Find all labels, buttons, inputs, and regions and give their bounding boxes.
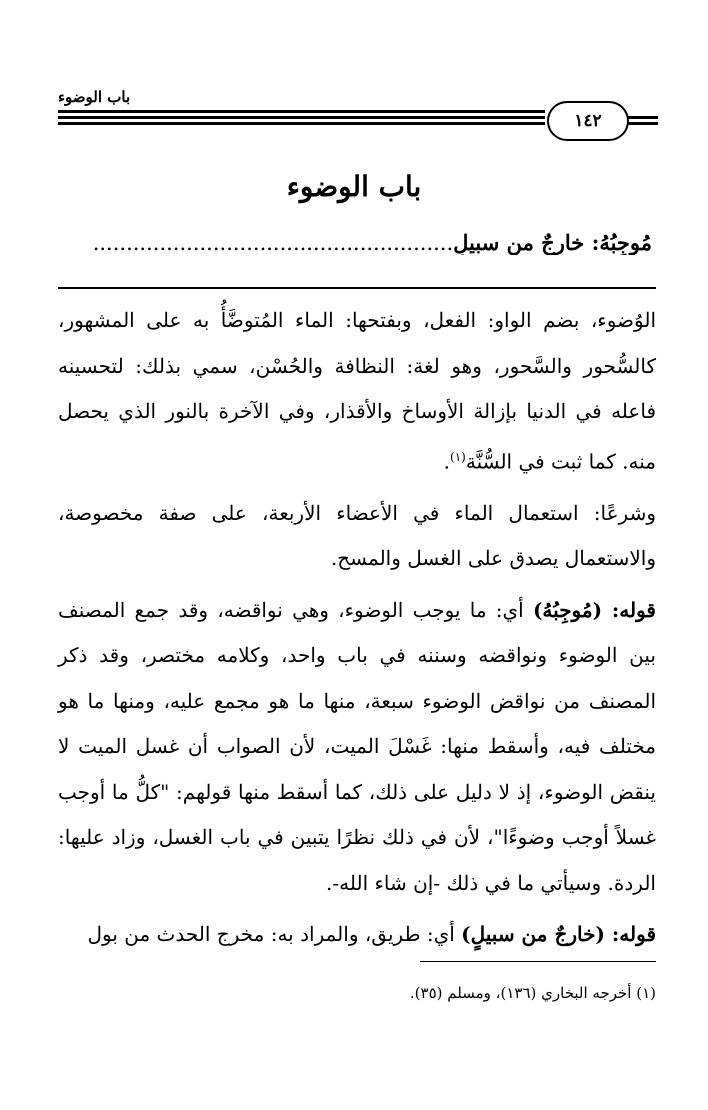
page-number: ١٤٢ <box>547 101 629 141</box>
header-rule-right <box>628 122 658 125</box>
commentary-body <box>58 298 656 958</box>
paragraph: قوله: (خارجٌ من سبيلٍ) أي: طريق، والمراد به: مخرج الحدث من بول <box>87 922 656 947</box>
matn-line <box>56 230 652 255</box>
paragraph: قوله: (مُوجِبُهُ) أي: ما يوجب الوضوء، وهي نواقضه، وقد جمع المصنف بين الوضوء ونواقضه وسننه في باب واحد، وكلامه مختصر، وقد ذكر المصنف من نواقض الوضوء سبعة، منها ما هو مجمع عليه، ومنها ما هو مختلف فيه، وأسقط منها: غَسْلَ الميت، لأن الصواب أن غسل الميت لا ينقض الوضوء، إذ لا دليل على ذلك، كما أسقط منها قولهم: "كلُّ ما أوجب غسلاً أوجب وضوءًا"، لأن في ذلك نظرًا يتبين في باب الغسل، وزاد عليها: الردة. وسيأتي ما في ذلك -إن شاء الله-. <box>58 597 656 895</box>
matn-text: مُوجِبُهُ: خارجٌ من سبيلٍ <box>453 230 652 255</box>
quote-lead: قوله: (خارجٌ من سبيلٍ) <box>461 922 656 947</box>
footnote: (١) أخرجه البخاري (١٣٦)، ومسلم (٣٥). <box>409 984 656 1002</box>
quote-lead: قوله: (مُوجِبُهُ) <box>532 597 656 622</box>
running-header-chapter: باب الوضوء <box>58 88 131 106</box>
footnote-divider <box>420 961 656 962</box>
chapter-title: باب الوضوء <box>286 170 422 203</box>
paragraph: وشرعًا: استعمال الماء في الأعضاء الأربعة، على صفة مخصوصة، والاستعمال يصدق على الغسل والمسح. <box>58 500 656 571</box>
matn-dots: ...................................................... <box>92 231 454 255</box>
matn-divider <box>58 287 656 289</box>
header-rule <box>58 116 545 119</box>
header-rule <box>58 122 545 125</box>
footnote-ref: (١) <box>450 449 466 464</box>
header-rule <box>58 110 545 113</box>
paragraph: الوُضوء، بضم الواو: الفعل، وبفتحها: الماء المُتوضَّأُ به على المشهور، كالسُّحور والسَّحور، وهو لغة: النظافة والحُسْن، سمي بذلك: لتحسينه فاعله في الدنيا بإزالة الأوساخ والأقذار، وفي الآخرة بالنور الذي يحصل منه. كما ثبت في السُّنَّة$^{(١)}$. <box>58 308 656 474</box>
header-rule-right <box>628 116 658 119</box>
